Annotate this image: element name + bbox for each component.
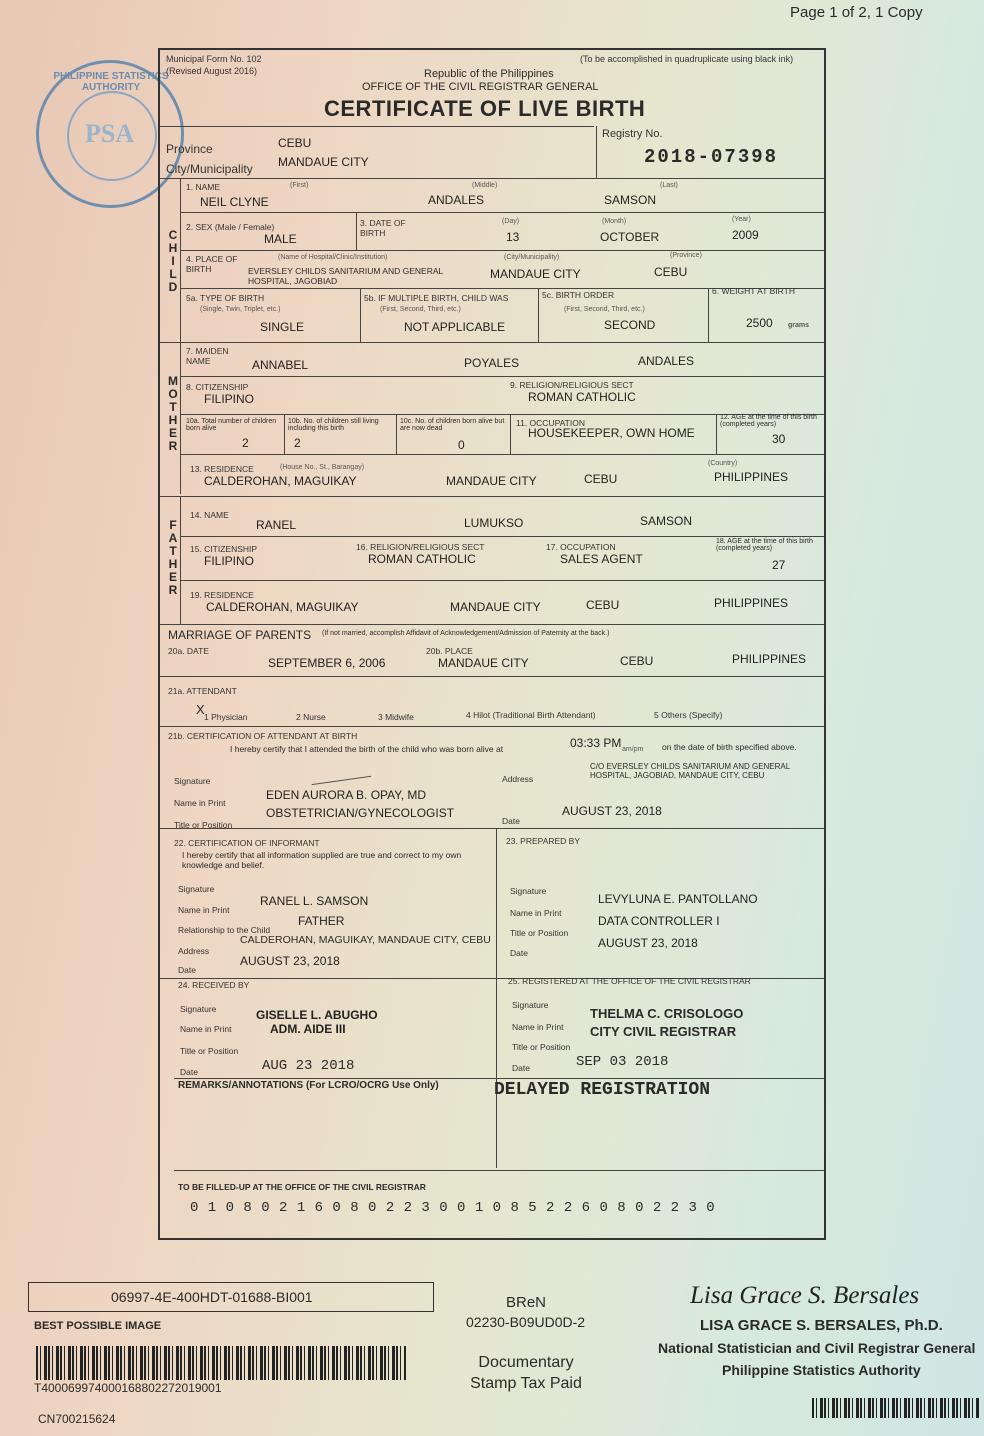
mother-middle: POYALES: [464, 356, 520, 370]
control-number-box: [28, 1282, 434, 1312]
attendant-cert-label: 21b. CERTIFICATION OF ATTENDANT AT BIRTH: [168, 731, 358, 741]
received-date: AUG 23 2018: [262, 1058, 355, 1074]
first-label: (First): [290, 182, 309, 189]
signatory-org: Philippine Statistics Authority: [722, 1362, 921, 1378]
mother-religion-label: 9. RELIGION/RELIGIOUS SECT: [510, 380, 634, 390]
multiple-label: 5b. IF MULTIPLE BIRTH, CHILD WAS: [364, 293, 509, 303]
house-label: (House No., St., Barangay): [280, 464, 365, 471]
certificate-title: CERTIFICATE OF LIVE BIRTH: [324, 96, 646, 121]
city-value: MANDAUE CITY: [278, 155, 369, 169]
registered-name-label: Name in Print: [512, 1022, 564, 1032]
marriage-country: PHILIPPINES: [732, 652, 807, 666]
father-side-label: FATHER: [166, 518, 180, 596]
attendant-option-4: 4 Hilot (Traditional Birth Attendant): [466, 710, 596, 720]
mother-religion: ROMAN CATHOLIC: [528, 390, 636, 404]
mother-first: ANNABEL: [252, 358, 309, 372]
mother-age-label: 12. AGE at the time of this birth (completed years): [720, 414, 817, 428]
pob-province: CEBU: [654, 265, 688, 279]
office-use-label: TO BE FILLED-UP AT THE OFFICE OF THE CIVIL REGISTRAR: [178, 1182, 426, 1192]
middle-label: (Middle): [472, 182, 498, 189]
attendant-cert-text: I hereby certify that I attended the birth of the child who was born alive at: [230, 744, 504, 754]
birth-type: SINGLE: [260, 320, 305, 334]
attendant-title: OBSTETRICIAN/GYNECOLOGIST: [266, 806, 455, 820]
hospital-value: EVERSLEY CHILDS SANITARIUM AND GENERAL HOSPITAL, JAGOBIAD: [248, 266, 443, 286]
informant-date-label: Date: [178, 965, 196, 975]
pob-label: 4. PLACE OF BIRTH: [186, 254, 238, 274]
attendant-label: 21a. ATTENDANT: [168, 686, 237, 696]
order-label: 5c. BIRTH ORDER: [542, 290, 615, 300]
received-name: GISELLE L. ABUGHO: [256, 1008, 378, 1022]
pob-city: MANDAUE CITY: [490, 267, 581, 281]
informant-address-label: Address: [178, 946, 210, 956]
father-citizenship: FILIPINO: [204, 554, 255, 568]
informant-name-label: Name in Print: [178, 905, 230, 915]
republic-line: Republic of the Philippines: [424, 68, 554, 80]
father-first: RANEL: [256, 518, 297, 532]
birth-year: 2009: [732, 228, 759, 242]
child-name-label: 1. NAME: [186, 182, 221, 192]
weight-label: 6. WEIGHT AT BIRTH: [712, 286, 795, 296]
control-number: 06997-4E-400HDT-01688-BI001: [111, 1289, 313, 1305]
informant-label: 22. CERTIFICATION OF INFORMANT: [174, 838, 320, 848]
weight-unit: grams: [788, 322, 810, 329]
signatory-title: National Statistician and Civil Registrar General: [658, 1340, 976, 1356]
received-name-label: Name in Print: [180, 1024, 232, 1034]
province-label: Province: [166, 142, 213, 156]
marriage-note: (If not married, accomplish Affidavit of Acknowledgement/Admission of Paternity at the back.): [322, 630, 610, 637]
received-title-label: Title or Position: [180, 1046, 239, 1056]
form-instruction: (To be accomplished in quadruplicate using black ink): [580, 54, 794, 64]
mother-last: ANDALES: [638, 354, 695, 368]
barcode: [36, 1346, 406, 1380]
c10a-label: 10a. Total number of children born alive: [186, 418, 277, 432]
am-pm: am/pm: [622, 746, 644, 753]
signatory-name: LISA GRACE S. BERSALES, Ph.D.: [700, 1317, 943, 1334]
multiple-sub: (First, Second, Third, etc.): [380, 306, 461, 313]
birth-weight: 2500: [746, 316, 773, 330]
mother-residence: CALDEROHAN, MAGUIKAY: [204, 474, 357, 488]
father-religion-label: 16. RELIGION/RELIGIOUS SECT: [356, 542, 485, 552]
dob-label: 3. DATE OF BIRTH: [360, 218, 406, 238]
attendant-name: EDEN AURORA B. OPAY, MD: [266, 788, 427, 802]
marriage-date: SEPTEMBER 6, 2006: [268, 656, 386, 670]
last-label: (Last): [660, 182, 678, 189]
barcode-number: T400069974000168802272019001: [34, 1381, 222, 1395]
father-residence-label: 19. RESIDENCE: [190, 590, 254, 600]
mother-citizenship-label: 8. CITIZENSHIP: [186, 382, 249, 392]
signatory-signature: Lisa Grace S. Bersales: [690, 1282, 920, 1309]
informant-relationship: FATHER: [298, 914, 345, 928]
seal-mark: PSA: [85, 119, 135, 148]
hospital-label: (Name of Hospital/Clinic/Institution): [278, 254, 388, 261]
birth-order: SECOND: [604, 318, 656, 332]
father-res-city: MANDAUE CITY: [450, 600, 541, 614]
informant-rel-label: Relationship to the Child: [178, 925, 271, 935]
attendant-address: C/O EVERSLEY CHILDS SANITARIUM AND GENERAL HOSPITAL, JAGOBIAD, MANDAUE CITY, CEBU: [590, 762, 790, 780]
registered-date-label: Date: [512, 1063, 530, 1073]
prepared-name: LEVYLUNA E. PANTOLLANO: [598, 892, 758, 906]
order-sub: (First, Second, Third, etc.): [564, 306, 645, 313]
registered-label: 25. REGISTERED AT THE OFFICE OF THE CIVIL REGISTRAR: [508, 976, 751, 986]
child-side-label: CHILD: [166, 228, 180, 293]
marriage-date-label: 20a. DATE: [168, 646, 209, 656]
marriage-title: MARRIAGE OF PARENTS: [168, 628, 312, 642]
father-middle: LUMUKSO: [464, 516, 524, 530]
page-indicator: Page 1 of 2, 1 Copy: [790, 4, 923, 21]
attendant-sig-label: Signature: [174, 776, 211, 786]
attendant-date: AUGUST 23, 2018: [562, 804, 662, 818]
father-age: 27: [772, 558, 786, 572]
registered-title: CITY CIVIL REGISTRAR: [590, 1024, 737, 1039]
province-value: CEBU: [278, 136, 312, 150]
certificate-form: [158, 48, 826, 1240]
child-sex: MALE: [264, 232, 297, 246]
received-sig-label: Signature: [180, 1004, 217, 1014]
prepared-date: AUGUST 23, 2018: [598, 936, 698, 950]
informant-date: AUGUST 23, 2018: [240, 954, 340, 968]
father-res-country: PHILIPPINES: [714, 596, 789, 610]
father-res-province: CEBU: [586, 598, 620, 612]
received-label: 24. RECEIVED BY: [178, 980, 250, 990]
prepared-title-label: Title or Position: [510, 928, 569, 938]
marriage-place-label: 20b. PLACE: [426, 646, 473, 656]
seal-text: PHILIPPINE STATISTICS AUTHORITY: [53, 71, 169, 93]
remarks-text: DELAYED REGISTRATION: [494, 1080, 711, 1100]
c10b-value: 2: [294, 436, 301, 450]
c10a-value: 2: [242, 436, 249, 450]
pob-province-label: (Province): [670, 252, 702, 259]
child-last-name: SAMSON: [604, 193, 657, 207]
multiple-value: NOT APPLICABLE: [404, 320, 506, 334]
informant-text: I hereby certify that all information supplied are true and correct to my own knowledge and belief.: [182, 850, 462, 870]
prepared-label: 23. PREPARED BY: [506, 836, 581, 846]
bren-number: 02230-B09UD0D-2: [466, 1314, 586, 1330]
mother-citizenship: FILIPINO: [204, 392, 255, 406]
type-label: 5a. TYPE OF BIRTH: [186, 293, 265, 303]
form-revised: (Revised August 2016): [166, 66, 258, 76]
child-first-name: NEIL CLYNE: [200, 195, 269, 209]
registry-number: 2018-07398: [644, 146, 779, 168]
type-sub: (Single, Twin, Triplet, etc.): [200, 306, 281, 313]
mother-side-label: MOTHER: [166, 374, 180, 452]
birth-day: 13: [506, 230, 520, 244]
day-label: (Day): [502, 218, 520, 225]
birth-month: OCTOBER: [600, 230, 660, 244]
child-middle-name: ANDALES: [428, 193, 485, 207]
received-date-label: Date: [180, 1067, 198, 1077]
office-line: OFFICE OF THE CIVIL REGISTRAR GENERAL: [362, 81, 599, 93]
cert-tail: on the date of birth specified above.: [662, 742, 797, 752]
attendant-signature: [309, 756, 371, 785]
prepared-sig-label: Signature: [510, 886, 547, 896]
month-label: (Month): [602, 218, 627, 225]
received-title: ADM. AIDE III: [270, 1022, 346, 1036]
mother-occupation: HOUSEKEEPER, OWN HOME: [528, 426, 695, 440]
c10c-value: 0: [458, 438, 465, 452]
attendant-option-1: 1 Physician: [204, 712, 248, 722]
informant-name: RANEL L. SAMSON: [260, 894, 369, 908]
bren-label: BReN: [506, 1294, 547, 1311]
pob-city-label: (City/Municipality): [504, 254, 560, 261]
mother-name-label: 7. MAIDEN NAME: [186, 346, 229, 366]
attendant-option-5: 5 Others (Specify): [654, 710, 723, 720]
prepared-title: DATA CONTROLLER I: [598, 914, 720, 928]
office-use-code: 0 1 0 8 0 2 1 6 0 8 0 2 2 3 0 0 1 0 8 5 2 2 6 0 8 0 2 2 3 0: [190, 1200, 716, 1216]
mother-res-country: PHILIPPINES: [714, 470, 789, 484]
registered-sig-label: Signature: [512, 1000, 549, 1010]
marriage-city: MANDAUE CITY: [438, 656, 529, 670]
stamp-tax: Documentary Stamp Tax Paid: [470, 1354, 582, 1392]
registry-label: Registry No.: [602, 128, 663, 140]
birth-time: 03:33 PM: [570, 736, 622, 750]
attendant-option-3: 3 Midwife: [378, 712, 414, 722]
father-age-label: 18. AGE at the time of this birth (completed years): [716, 538, 813, 552]
father-last: SAMSON: [640, 514, 693, 528]
country-label: (Country): [708, 460, 738, 467]
attendant-check: X: [196, 702, 205, 717]
informant-sig-label: Signature: [178, 884, 215, 894]
father-residence: CALDEROHAN, MAGUIKAY: [206, 600, 359, 614]
registered-name: THELMA C. CRISOLOGO: [590, 1006, 744, 1021]
form-number: Municipal Form No. 102: [166, 54, 262, 64]
registered-date: SEP 03 2018: [576, 1054, 669, 1070]
c10c-label: 10c. No. of children born alive but are now dead: [400, 418, 505, 432]
mother-age: 30: [772, 432, 786, 446]
registered-title-label: Title or Position: [512, 1042, 571, 1052]
father-religion: ROMAN CATHOLIC: [368, 552, 476, 566]
mother-occupation-label: 11. OCCUPATION: [516, 418, 585, 428]
attendant-option-2: 2 Nurse: [296, 712, 326, 722]
mother-res-province: CEBU: [584, 472, 618, 486]
best-image-note: BEST POSSIBLE IMAGE: [34, 1320, 162, 1332]
informant-address: CALDEROHAN, MAGUIKAY, MANDAUE CITY, CEBU: [240, 934, 491, 946]
attendant-name-label: Name in Print: [174, 798, 226, 808]
father-citizenship-label: 15. CITIZENSHIP: [190, 544, 258, 554]
year-label: (Year): [732, 216, 751, 223]
father-occupation-label: 17. OCCUPATION: [546, 542, 616, 552]
attendant-title-label: Title or Position: [174, 820, 233, 830]
remarks-label: REMARKS/ANNOTATIONS (For LCRO/OCRG Use Only): [178, 1080, 439, 1091]
mother-residence-label: 13. RESIDENCE: [190, 464, 254, 474]
cn-number: CN700215624: [38, 1412, 116, 1426]
prepared-date-label: Date: [510, 948, 528, 958]
prepared-name-label: Name in Print: [510, 908, 562, 918]
footer-barcode-small: [812, 1398, 980, 1418]
attendant-date-label: Date: [502, 816, 520, 826]
marriage-province: CEBU: [620, 654, 654, 668]
city-label: City/Municipality: [166, 162, 253, 176]
sex-label: 2. SEX (Male / Female): [186, 222, 275, 232]
mother-res-city: MANDAUE CITY: [446, 474, 537, 488]
father-occupation: SALES AGENT: [560, 552, 643, 566]
attendant-address-label: Address: [502, 774, 534, 784]
c10b-label: 10b. No. of children still living including this birth: [288, 418, 379, 432]
father-name-label: 14. NAME: [190, 510, 229, 520]
